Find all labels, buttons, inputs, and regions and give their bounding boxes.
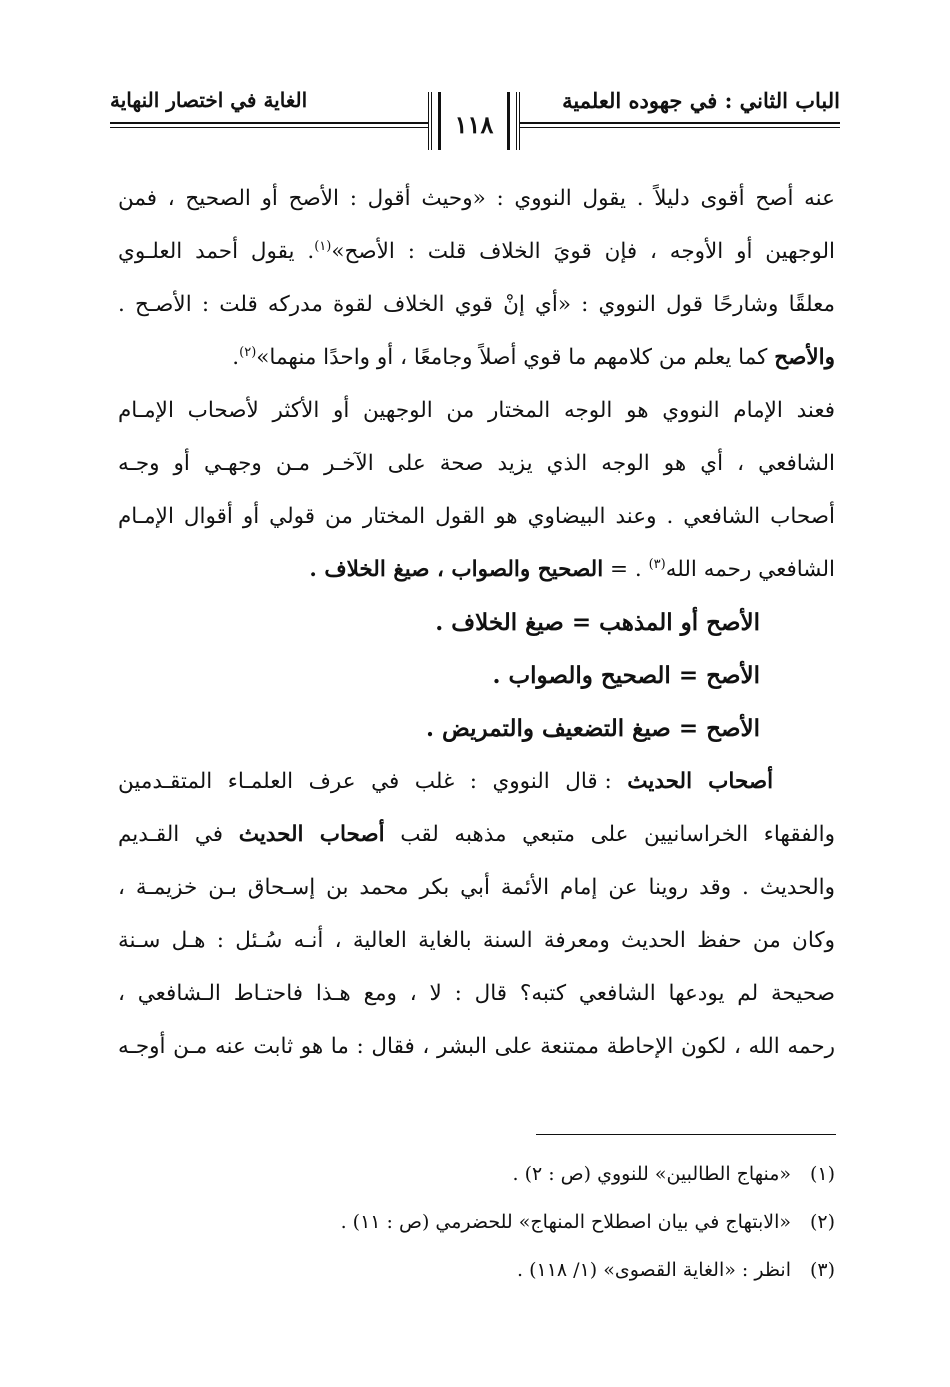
main-text	[118, 172, 835, 1073]
footnote-1	[118, 1150, 835, 1198]
footnote-ref[interactable]: (١)	[314, 238, 332, 254]
text-line	[118, 967, 835, 1020]
footnote-2	[118, 1198, 835, 1246]
text-span: معلقًا وشارحًا قول النووي : «أي إنْ قوي الخلاف لقوة مدركه قلت : الأصـح .	[118, 292, 835, 317]
footnote-number: (٣)	[809, 1259, 835, 1281]
footnote-ref[interactable]: (٢)	[239, 344, 257, 360]
text-line	[118, 543, 835, 596]
text-span: .	[232, 345, 240, 370]
bold-term: أصحاب الحديث	[238, 822, 385, 847]
bold-term: أصحاب الحديث	[627, 769, 774, 794]
text-line	[118, 808, 835, 861]
equation-line: الأصح أو المذهب = صيغ الخلاف .	[435, 609, 760, 636]
text-line	[118, 914, 835, 967]
text-span: وكان من حفظ الحديث ومعرفة السنة بالغاية العالية ، أنـه سُـئل : هـل سـنة	[118, 928, 835, 953]
footnote-text: «الابتهاج في بيان اصطلاح المنهاج» للحضرمي (ص : ١١) .	[340, 1211, 791, 1233]
footnote-number: (٢)	[809, 1211, 835, 1233]
text-span: والحديث . وقد روينا عن إمام الأئمة أبي بكر محمد بن إسـحاق بـن خزيمـة ،	[118, 875, 835, 900]
text-span: . يقول أحمد العلـوي	[118, 239, 315, 264]
text-span: الشافعي ، أي هو الوجه الذي يزيد صحة على الآخـر مـن وجهـي أو وجـه	[118, 451, 835, 476]
text-line	[118, 1020, 835, 1073]
text-span: الوجهين أو الأوجه ، فإن قويَ الخلاف قلت : الأصح»	[331, 239, 835, 264]
bold-term: الصحيح والصواب ، صيغ الخلاف .	[309, 557, 604, 582]
footnote-text: انظر : «الغاية القصوى» (١/ ١١٨) .	[517, 1259, 791, 1281]
text-line	[118, 172, 835, 225]
text-span: أصحاب الشافعي . وعند البيضاوي هو القول المختار من قولي أو أقوال الإمـام	[118, 504, 835, 529]
text-span: : قال النووي : غلب في عرف العلمـاء المتقـدمين	[118, 769, 612, 794]
footnotes	[118, 1150, 835, 1294]
text-span: والفقهاء الخراسانيين على متبعي مذهبه لقب	[400, 822, 836, 847]
equation-line: الأصح = صيغ التضعيف والتمريض .	[425, 715, 760, 742]
text-line	[118, 437, 835, 490]
text-line	[118, 755, 835, 808]
text-span: صحيحة لم يودعها الشافعي كتبه؟ قال : لا ، ومع هـذا فاحتـاط الـشافعي ،	[118, 981, 835, 1006]
footnote-3	[118, 1246, 835, 1294]
text-line	[118, 278, 835, 331]
text-span: رحمه الله ، لكون الإحاطة ممتنعة على البشر ، فقال : ما هو ثابت عنه مـن أوجـه	[118, 1034, 835, 1059]
footnote-rule	[536, 1134, 836, 1135]
text-line	[118, 490, 835, 543]
text-span: فعند الإمام النووي هو الوجه المختار من الوجهين أو الأكثر لأصحاب الإمـام	[118, 398, 835, 423]
bold-term: والأصح	[774, 345, 835, 370]
text-span: الشافعي رحمه الله	[665, 557, 835, 582]
text-line	[118, 331, 835, 384]
book-title: الغاية في اختصار النهاية	[110, 88, 308, 112]
equation-line: الأصح = الصحيح والصواب .	[492, 662, 760, 689]
text-line	[118, 225, 835, 278]
page-number-frame	[428, 92, 520, 150]
page-number: ١١٨	[454, 110, 494, 139]
text-span: عنه أصح أقوى دليلاً . يقول النووي : «وحيث أقول : الأصح أو الصحيح ، فمن	[118, 186, 835, 211]
footnote-ref[interactable]: (٣)	[648, 556, 666, 572]
text-line	[118, 384, 835, 437]
chapter-title: الباب الثاني : في جهوده العلمية	[562, 88, 840, 113]
footnote-number: (١)	[809, 1163, 835, 1185]
text-line	[118, 861, 835, 914]
text-span: . =	[610, 557, 642, 582]
page-header	[110, 78, 840, 158]
text-span: في القـديم	[118, 822, 224, 847]
footnote-text: «منهاج الطالبين» للنووي (ص : ٢) .	[512, 1163, 791, 1185]
text-span: كما يعلم من كلامهم ما قوي أصلاً وجامعًا ، أو واحدًا منهما»	[256, 345, 768, 370]
